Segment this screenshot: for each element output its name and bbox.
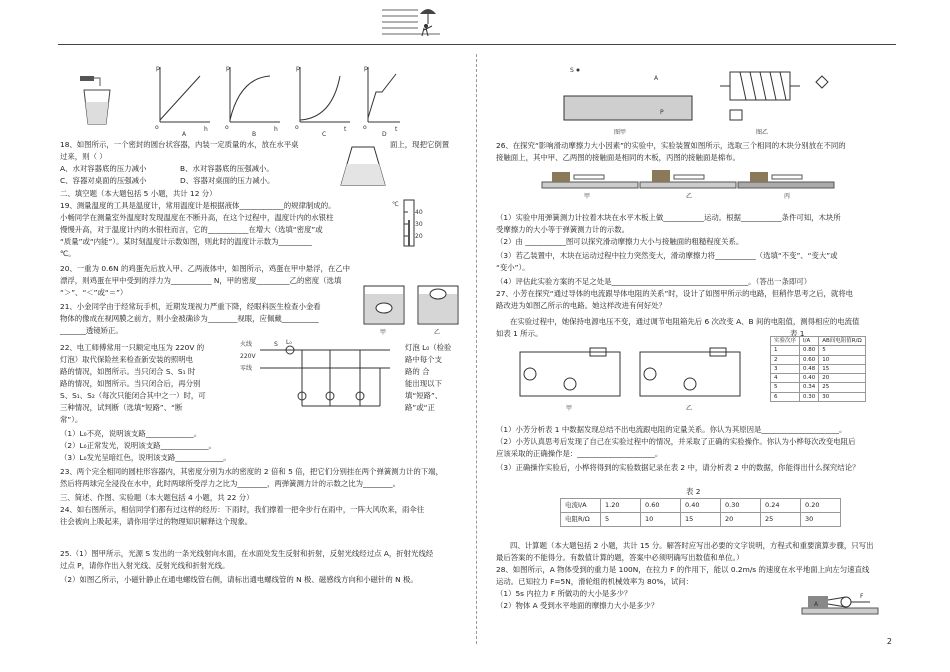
q28-answer2: （2）物体 A 受到水平地面的摩擦力大小是多少？: [496, 601, 659, 610]
q18-line1b: 面上，现把它倒置: [390, 140, 450, 149]
table-cell: 5: [819, 346, 865, 355]
q26-line1: 26、在探究“影响滑动摩擦力大小因素”的实验中，实验装置如图所示，选取三个相同的木块分别放在不同的: [496, 141, 846, 150]
q22-line3: 路的情况，如图所示。当只闭合 S、S₁ 时: [60, 367, 196, 376]
q20-line1: 20、一重为 0.6N 的鸡蛋先后放入甲、乙两液体中，如图所示，鸡蛋在甲中悬浮，在乙中: [60, 264, 351, 273]
q22-answer2: （2）L₀正常发光，说明该支路_____________。: [60, 441, 216, 450]
graph-A: [160, 67, 210, 122]
pulley-figure: [800, 588, 880, 620]
q22-right4: 能出现以下: [405, 379, 442, 388]
graph-D-origin: o: [363, 124, 367, 131]
beaker-figure: [80, 76, 110, 124]
q25-line2: 过点 P，请你作出入射光线、反射光线和折射光线。: [60, 561, 230, 570]
graph-C-axis-p: p: [296, 65, 300, 72]
q18-option-b: B、水对容器底的压强减小。: [180, 164, 274, 173]
table-row: [771, 374, 866, 383]
q27-answer1: （1）小芳分析表 1 中数据发现总结不出电流跟电阻的定量关系。你认为其原因是_____________________。: [496, 425, 847, 434]
section-4-line1: 四、计算题（本大题包括 2 小题，共计 15 分。解答时应写出必要的文字说明，方程式和重要演算步骤，只写出: [510, 541, 874, 550]
q19-line2: 小畅同学在测量室外温度时发现温度在不断升高，在这个过程中，温度计内的水银柱: [60, 213, 334, 222]
point-a-label: A: [654, 75, 659, 82]
graph-C-axis-t: t: [344, 126, 347, 133]
q28-line1: 28、如图所示，A 物体受到的重力是 100N，在拉力 F 的作用下，能以 0.2m/s 的速度在水平地面上向左匀速直线: [496, 565, 870, 574]
q24-line2: 往会被向上吸起来，请你用学过的物理知识解释这个现象。: [60, 517, 253, 526]
graph-C-label: C: [322, 131, 327, 138]
beaker-jia-label: 甲: [380, 329, 387, 336]
q21-line1: 21、小金同学由于经常玩手机，近期发现视力严重下降，经眼科医生检查小金看: [60, 302, 321, 311]
table-cell: 25: [761, 513, 801, 527]
q25-line3: （2）如图乙所示，小磁针静止在通电螺线管右侧，请标出通电螺线管的 N 极、磁感线方向和小磁针的 N 极。: [60, 575, 418, 584]
table-cell: 4: [771, 374, 800, 383]
q22-line4: 路的情况，如图所示。当只闭合后，再分别: [60, 379, 201, 388]
egg-beakers-figure: [356, 282, 466, 336]
q22-right3: 路的 合: [405, 367, 430, 376]
table-cell: 0.34: [800, 383, 819, 392]
circuit-fire-label: 火线: [240, 341, 253, 348]
graph-A-label: A: [182, 131, 187, 138]
table1-header-current: I/A: [800, 337, 819, 346]
table1-header-trial: 实验次序: [771, 337, 800, 346]
q19-line5: ℃。: [60, 249, 76, 258]
table-cell: 1: [771, 346, 800, 355]
q22-line6: 三种情况，试判断（选填“短路”、“断: [60, 403, 183, 412]
table-cell: 0.48: [800, 364, 819, 373]
table-row: [561, 513, 841, 527]
q22-right6: 路”或“正: [405, 403, 435, 412]
column-divider: [476, 54, 477, 644]
q22-right1: 灯泡 L₀（检验: [405, 343, 452, 352]
q27-answer2: （2）小芳认真思考后发现了自己在实验过程中的情况，并采取了正确的实验操作。你认为小桦每次改变电阻后: [496, 437, 856, 446]
q26-answer1b: 受摩擦力的大小等于弹簧测力计的示数。: [496, 225, 630, 234]
table-row: [561, 499, 841, 513]
table-cell: 20: [819, 374, 865, 383]
q28-answer1: （1）5s 内拉力 F 所做功的大小是多少？: [496, 589, 632, 598]
page-number: 2: [886, 637, 892, 646]
thermometer-tick-20: 20: [415, 233, 423, 240]
q27-line4: 如表 1 所示。: [496, 329, 543, 338]
graph-A-origin: o: [155, 124, 159, 131]
table-row: [771, 346, 866, 355]
graph-A-axis-h: h: [204, 126, 208, 133]
q27-answer3: （3）正确操作实验后，小桦将得到的实验数据记录在表 2 中，请分析表 2 中的数据，你能得出什么探究结论？: [496, 463, 860, 472]
q22-line1: 22、电工师傅常用一只额定电压为 220V 的: [60, 343, 205, 352]
q19-line1: 19、测量温度的工具是温度计，常用温度计是根据液体____________的规律制成的。: [60, 201, 336, 210]
q28-line2: 运动。已知拉力 F=5N，滑轮组的机械效率为 80%，试问：: [496, 577, 694, 586]
graph-D: [368, 67, 400, 122]
table1-title: 表 1: [790, 329, 805, 338]
q22-line7: 常”）。: [60, 415, 83, 424]
q22-answer3: （3）L₀发光呈暗红色，说明该支路_____________。: [60, 453, 231, 462]
graph-D-axis-p: p: [364, 65, 368, 72]
circuit-zero-label: 零线: [240, 365, 253, 372]
q25-figures: [560, 58, 880, 138]
q18-line1: 18、如图所示，一个密封的圆台状容器，内装一定质量的水，放在水平桌: [60, 140, 299, 149]
beaker-yi-label: 乙: [434, 329, 441, 336]
table-cell: 6: [771, 392, 800, 401]
q23-line1: 23、两个完全相同的圆柱形容器内，其密度分别为水的密度的 2 倍和 5 倍，把它们分别挂在两个弹簧测力计的下端，: [60, 467, 443, 476]
q27-answer2b: 应该采取的正确操作是：_____________________。: [496, 449, 663, 458]
q24-line1: 24、如右图所示，相信同学们都有过这样的经历：下雨时，我们撑着一把伞步行在雨中，一阵大风吹来，雨伞往: [60, 505, 425, 514]
table-cell: 0.20: [801, 499, 841, 513]
section-2-heading: 二、填空题（本大题包括 5 小题，共计 12 分）: [60, 189, 217, 198]
setup-jia-label: 甲: [584, 193, 591, 200]
section-3-heading: 三、简述、作图、实验题（本大题包括 4 小题，共 22 分）: [60, 493, 254, 502]
table-cell: 20: [721, 513, 761, 527]
q19-line4: “质量”或“内能”）。某时刻温度计示数如图，则此时的温度计示数为_________: [60, 237, 312, 246]
circuit-yi-label: 乙: [686, 405, 693, 412]
q26-answer3b: “变小”）。: [496, 263, 530, 272]
q18-option-c: C、容器对桌面的压强减小: [60, 176, 147, 185]
q22-line2: 灯泡）取代保险丝来检查新安装的照明电: [60, 355, 194, 364]
setup-yi-label: 乙: [686, 193, 693, 200]
q26-answer1: （1）实验中用弹簧测力计拉着木块在水平木板上做___________运动。根据___________条件可知，木块所: [496, 213, 841, 222]
table-cell: 15: [681, 513, 721, 527]
table-cell: 0.30: [721, 499, 761, 513]
table-cell: 25: [819, 383, 865, 392]
table-1: [770, 336, 866, 402]
circuit-voltage-label: 220V: [240, 353, 256, 360]
table-cell: 1.20: [601, 499, 641, 513]
graph-A-axis-p: p: [156, 65, 160, 72]
table-cell: 5: [601, 513, 641, 527]
section-4-line2: 最后答案的不能得分。有数值计算的题，答案中必须明确写出数值和单位。）: [496, 553, 744, 562]
graph-D-label: D: [382, 131, 387, 138]
table-cell: 30: [819, 392, 865, 401]
q22-answer1: （1）L₀不亮，说明该支路_____________。: [60, 429, 202, 438]
table-cell: 0.60: [641, 499, 681, 513]
figure-jia-label: 图甲: [614, 129, 627, 136]
q25-line1: 25.（1）图甲所示，光源 S 发出的一条光线射向水面，在水面处发生反射和折射，反射光线经过点 A，折射光线经: [60, 549, 434, 558]
q26-answer4: （4）评估此实验方案的不足之处是_____________________________________。（答出一条即可）: [496, 277, 812, 286]
table-2: [560, 498, 841, 527]
table2-current-label: 电流I/A: [561, 499, 601, 513]
graph-B-axis-h: h: [274, 126, 278, 133]
q18-option-d: D、容器对桌面的压力减小。: [180, 176, 275, 185]
light-source-label: S: [570, 67, 574, 74]
q22-right2: 路中每个支: [405, 355, 442, 364]
friction-figure: [540, 162, 840, 200]
table-row: [771, 392, 866, 401]
table-cell: 3: [771, 364, 800, 373]
q26-answer3: （3）若乙装置中，木块在运动过程中拉力突然变大，滑动摩擦力将___________（选填“不变”、“变大”或: [496, 251, 838, 260]
table-row: [771, 355, 866, 364]
q18-graphs: [70, 62, 400, 138]
table-cell: 0.24: [761, 499, 801, 513]
table-row: [771, 383, 866, 392]
q19-line3: 慢慢升高，对于温度计内的水银柱而言，它的___________在增大（选填“密度”或: [60, 225, 323, 234]
table-cell: 2: [771, 355, 800, 364]
q21-line3: _______透镜矫正。: [60, 326, 123, 335]
figure-yi-label: 图乙: [756, 129, 769, 136]
q18-line2: 过来，则（ ）: [60, 152, 107, 161]
circuit-lamp-label: L₀: [286, 339, 292, 346]
q21-line2: 物体的像成在视网膜之前方，则小金被确诊为________视眼，应佩戴__________: [60, 314, 319, 323]
graph-B: [230, 67, 280, 122]
table2-resistance-label: 电阻R/Ω: [561, 513, 601, 527]
table-cell: 30: [801, 513, 841, 527]
q20-line3: “＞”、“＜”或“＝”）: [60, 288, 128, 297]
table-row: [771, 364, 866, 373]
circuit-jia-label: 甲: [566, 405, 573, 412]
setup-bing-label: 丙: [784, 193, 791, 200]
thermometer-figure: [390, 198, 430, 248]
table-cell: 0.80: [800, 346, 819, 355]
table-cell: 0.30: [800, 392, 819, 401]
force-f-label: F: [860, 593, 864, 600]
q26-answer2: （2）由 ___________图可以探究滑动摩擦力大小与接触面的粗糙程度关系。: [496, 237, 744, 246]
object-a-label: A: [814, 601, 819, 608]
graph-B-origin: o: [225, 124, 229, 131]
table-cell: 10: [819, 355, 865, 364]
table2-title: 表 2: [686, 487, 701, 496]
table-cell: 10: [641, 513, 681, 527]
q23-line2: 然后将两球完全浸没在水中，此时两球所受浮力之比为________，两弹簧测力计的示数之比为________。: [60, 479, 400, 488]
q27-line3: 在实验过程中，她保持电源电压不变，通过调节电阻箱先后 6 次改变 A、B 间的电阻值，测得相应的电流值: [510, 317, 860, 326]
graph-B-label: B: [252, 131, 257, 138]
q22-line5: S、S₁、S₂（每次只能闭合其中之一）时，可: [60, 391, 206, 400]
circuit-switch-label: S: [274, 341, 278, 348]
table-cell: 5: [771, 383, 800, 392]
q22-right5: 填“短路”、: [405, 391, 443, 400]
graph-D-axis-t: t: [395, 126, 398, 133]
table-cell: 0.40: [681, 499, 721, 513]
q18-option-a: A、水对容器底的压力减小: [60, 164, 147, 173]
table1-header-resistance: AB间电阻值R/Ω: [819, 337, 865, 346]
header-decoration: [380, 2, 450, 42]
frustum-figure: [338, 144, 388, 188]
point-p-label: P: [660, 109, 664, 116]
header-rule: [58, 44, 896, 45]
table-cell: 0.60: [800, 355, 819, 364]
thermometer-tick-40: 40: [415, 209, 423, 216]
thermometer-tick-30: 30: [415, 221, 423, 228]
circuit-figure: [240, 336, 400, 418]
q26-line2: 接触面上，其中甲、乙两图的接触面是相同的木板，丙图的接触面是棉布。: [496, 153, 740, 162]
q27-circuits: [510, 344, 760, 414]
q20-line2: 漂浮，则鸡蛋在甲中受到的浮力为___________ N，甲的密度_________乙的密度（选填: [60, 276, 342, 285]
table-cell: 0.40: [800, 374, 819, 383]
table-cell: 15: [819, 364, 865, 373]
graph-C-origin: o: [295, 124, 299, 131]
q27-line1: 27、小芳在探究“通过导体的电流跟导体电阻的关系”时，设计了如图甲所示的电路，但稍作思考之后，就将电: [496, 289, 854, 298]
q27-line2: 路改进为如图乙所示的电路。她这样改进有何好处？: [496, 301, 666, 310]
graph-C: [300, 67, 350, 122]
graph-B-axis-p: p: [226, 65, 230, 72]
thermometer-unit: ℃: [392, 201, 399, 208]
